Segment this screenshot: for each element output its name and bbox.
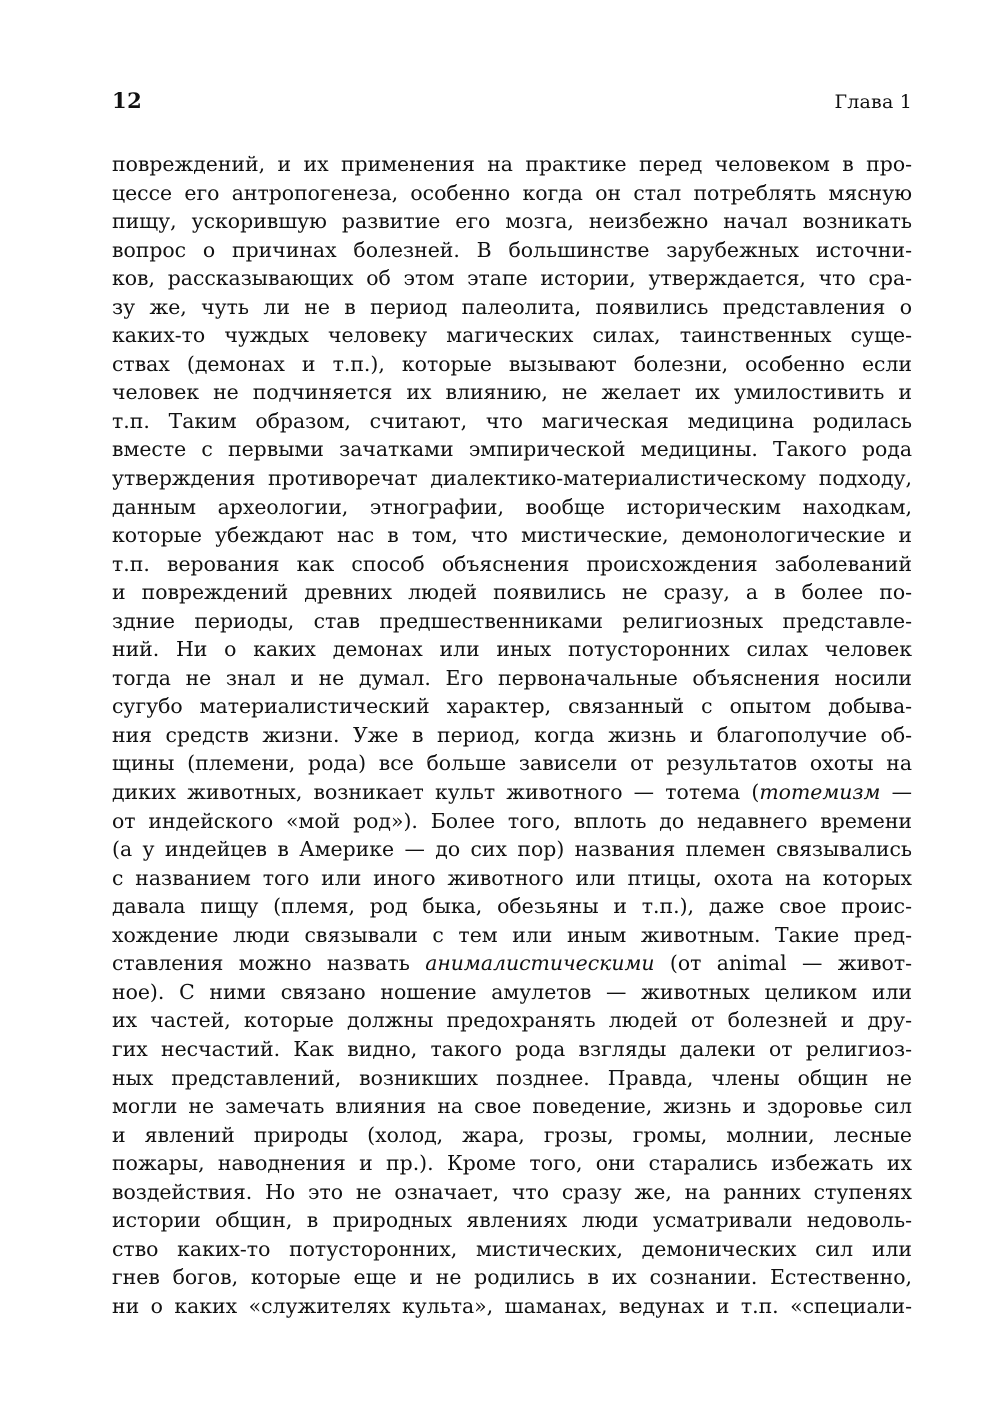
text-segment: от индейского «мой род»). Более того, вплоть до недавнего времени	[112, 808, 912, 833]
text-segment: ство каких-то потусторонних, мистических, демонических сил или	[112, 1236, 912, 1261]
text-segment: которые убеждают нас в том, что мистические, демонологические и	[112, 523, 912, 548]
text-line	[112, 1121, 912, 1150]
text-segment: вопрос о причинах болезней. В большинстве зарубежных источни-	[112, 237, 912, 262]
text-line	[112, 207, 912, 236]
text-line	[112, 578, 912, 607]
text-segment: могли не замечать влияния на свое поведение, жизнь и здоровье сил	[112, 1094, 912, 1119]
text-line	[112, 1263, 912, 1292]
text-line	[112, 1092, 912, 1121]
text-line	[112, 236, 912, 265]
text-line	[112, 1292, 912, 1321]
text-segment: ний. Ни о каких демонах или иных потусторонних силах человек	[112, 637, 912, 662]
text-line	[112, 1206, 912, 1235]
text-line	[112, 778, 912, 807]
text-line	[112, 321, 912, 350]
text-segment: щины (племени, рода) все больше зависели от результатов охоты на	[112, 751, 912, 776]
text-line	[112, 407, 912, 436]
page-number: 12	[112, 88, 143, 113]
body-text	[112, 150, 912, 1320]
text-segment: тогда не знал и не думал. Его первоначальные объяснения носили	[112, 665, 912, 690]
text-line	[112, 1178, 912, 1207]
text-segment: здние периоды, став предшественниками религиозных представле-	[112, 608, 912, 633]
text-line	[112, 1064, 912, 1093]
text-line	[112, 635, 912, 664]
text-segment: их частей, которые должны предохранять людей от болезней и дру-	[112, 1008, 912, 1033]
text-segment: данным археологии, этнографии, вообще историческим находкам,	[112, 494, 912, 519]
text-segment: вместе с первыми зачатками эмпирической медицины. Такого рода	[112, 437, 912, 462]
text-line	[112, 721, 912, 750]
running-head	[112, 88, 912, 118]
text-line	[112, 350, 912, 379]
text-segment: и повреждений древних людей появились не сразу, а в более по-	[112, 580, 913, 605]
text-segment: истории общин, в природных явлениях люди усматривали недоволь-	[112, 1208, 912, 1233]
italic-term: анималистическими	[425, 951, 655, 976]
text-segment: каких-то чуждых человеку магических силах, таинственных суще-	[112, 323, 912, 348]
text-line	[112, 1006, 912, 1035]
text-line	[112, 264, 912, 293]
text-segment: повреждений, и их применения на практике перед человеком в про-	[112, 152, 912, 176]
text-line	[112, 1035, 912, 1064]
text-segment: с названием того или иного животного или птицы, охота на которых	[112, 865, 912, 890]
text-line	[112, 607, 912, 636]
chapter-label: Глава 1	[834, 91, 912, 113]
text-line	[112, 664, 912, 693]
text-line	[112, 150, 912, 179]
text-segment: сугубо материалистический характер, связанный с опытом добыва-	[112, 694, 912, 719]
text-line	[112, 1149, 912, 1178]
text-line	[112, 179, 912, 208]
text-segment: (а у индейцев в Америке — до сих пор) названия племен связывались	[112, 837, 912, 862]
text-line	[112, 807, 912, 836]
text-segment: диких животных, возникает культ животного — тотема (	[112, 780, 760, 805]
text-segment: человек не подчиняется их влиянию, не желает их умилостивить и	[112, 380, 912, 405]
text-segment: пожары, наводнения и пр.). Кроме того, они старались избежать их	[112, 1151, 913, 1176]
text-segment: ков, рассказывающих об этом этапе истории, утверждается, что сра-	[112, 266, 912, 291]
text-segment: (от animal — живот-	[654, 951, 912, 976]
text-segment: ствах (демонах и т.п.), которые вызывают болезни, особенно если	[112, 351, 912, 376]
text-segment: ное). С ними связано ношение амулетов — животных целиком или	[112, 979, 912, 1004]
text-segment: т.п. верования как способ объяснения происхождения заболеваний	[112, 551, 912, 576]
text-line	[112, 892, 912, 921]
text-line	[112, 835, 912, 864]
text-segment: утверждения противоречат диалектико-материалистическому подходу,	[112, 466, 912, 491]
text-line	[112, 949, 912, 978]
text-line	[112, 550, 912, 579]
text-segment: т.п. Таким образом, считают, что магическая медицина родилась	[112, 408, 912, 433]
text-line	[112, 978, 912, 1007]
text-segment: давала пищу (племя, род быка, обезьяны и т.п.), даже свое проис-	[112, 894, 912, 919]
text-segment: хождение люди связывали с тем или иным животным. Такие пред-	[112, 922, 912, 947]
text-segment: ни о каких «служителях культа», шаманах, ведунах и т.п. «специали-	[112, 1293, 912, 1318]
italic-term: тотемизм	[759, 780, 881, 805]
text-line	[112, 435, 912, 464]
text-segment: цессе его антропогенеза, особенно когда он стал потреблять мясную	[112, 180, 912, 205]
text-line	[112, 378, 912, 407]
text-line	[112, 464, 912, 493]
text-segment: ных представлений, возникших позднее. Правда, члены общин не	[112, 1065, 912, 1090]
text-line	[112, 692, 912, 721]
text-line	[112, 293, 912, 322]
text-segment: воздействия. Но это не означает, что сразу же, на ранних ступенях	[112, 1179, 912, 1204]
text-segment: —	[880, 780, 912, 805]
text-line	[112, 521, 912, 550]
text-line	[112, 1235, 912, 1264]
text-line	[112, 749, 912, 778]
text-segment: и явлений природы (холод, жара, грозы, громы, молнии, лесные	[112, 1122, 912, 1147]
text-segment: ния средств жизни. Уже в период, когда жизнь и благополучие об-	[112, 722, 912, 747]
text-segment: пищу, ускорившую развитие его мозга, неизбежно начал возникать	[112, 209, 912, 234]
text-line	[112, 864, 912, 893]
text-segment: зу же, чуть ли не в период палеолита, появились представления о	[112, 294, 912, 319]
text-segment: гих несчастий. Как видно, такого рода взгляды далеки от религиоз-	[112, 1036, 912, 1061]
text-segment: гнев богов, которые еще и не родились в их сознании. Естественно,	[112, 1265, 912, 1290]
text-line	[112, 921, 912, 950]
text-segment: ставления можно назвать	[112, 951, 426, 976]
text-line	[112, 493, 912, 522]
